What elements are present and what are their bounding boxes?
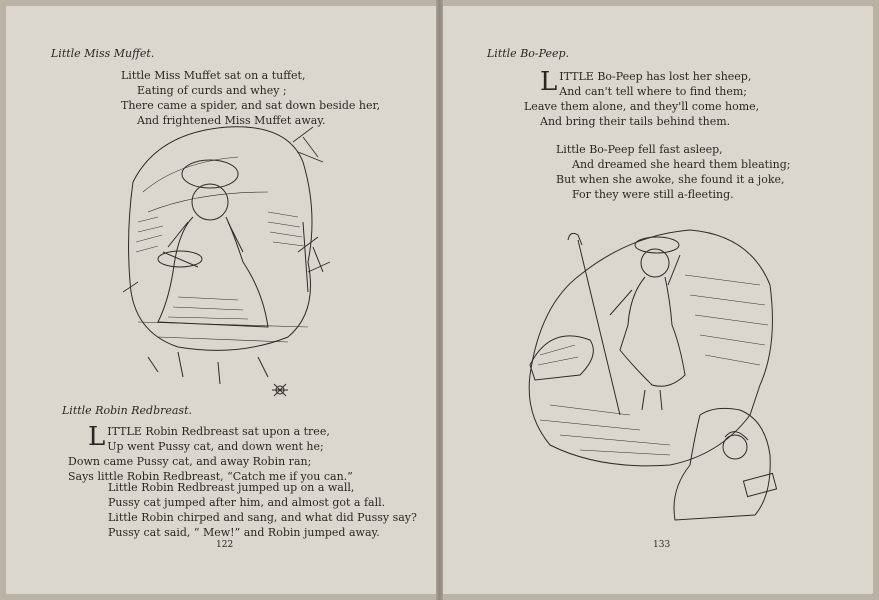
verse-line: But when she awoke, she found it a joke, (556, 173, 785, 186)
verse-line: There came a spider, and sat down beside her, (121, 99, 381, 112)
robin-drop-cap: L (88, 422, 106, 452)
verse-line: For they were still a-fleeting. (572, 188, 734, 201)
page-number: 122 (216, 540, 234, 550)
verse-line: Little Miss Muffet sat on a tuffet, (121, 69, 306, 82)
verse-line: Eating of curds and whey ; (137, 84, 287, 97)
verse-line: Leave them alone, and they'll come home, (524, 100, 760, 113)
page-number: 133 (653, 540, 671, 550)
verse-line: Up went Pussy cat, and down went he; (107, 440, 324, 453)
bo-peep-verse (524, 67, 760, 129)
robin-verse (68, 422, 353, 484)
verse-line: ITTLE Robin Redbreast sat upon a tree, (107, 425, 330, 438)
verse-line: And frightened Miss Muffet away. (137, 114, 326, 127)
robin-title: Little Robin Redbreast. (62, 404, 192, 417)
book-gutter (436, 0, 443, 600)
miss-muffet-title: Little Miss Muffet. (51, 47, 155, 60)
verse-line: Pussy cat said, “ Mew!” and Robin jumped away. (108, 526, 380, 539)
verse-line: Little Robin Redbreast jumped up on a wall, (108, 481, 355, 494)
verse-line: And bring their tails behind them. (540, 115, 731, 128)
miss-muffet-verse (121, 68, 380, 128)
verse-line: Down came Pussy cat, and away Robin ran; (68, 455, 312, 468)
miss-muffet-illustration (118, 122, 333, 400)
bo-peep-illustration (520, 215, 782, 527)
verse-line: Says little Robin Redbreast, “Catch me if you can.” (68, 470, 353, 483)
verse-line: Little Bo-Peep fell fast asleep, (556, 143, 723, 156)
bo-peep-verse-2 (556, 142, 790, 202)
verse-line: ITTLE Bo-Peep has lost her sheep, (559, 70, 752, 83)
bo-peep-title: Little Bo-Peep. (487, 47, 570, 60)
verse-line: Pussy cat jumped after him, and almost got a fall. (108, 496, 386, 509)
verse-line: Little Robin chirped and sang, and what did Pussy say? (108, 511, 417, 524)
verse-line: And can't tell where to find them; (559, 85, 747, 98)
bo-peep-drop-cap: L (540, 67, 558, 97)
robin-verse-2 (108, 480, 417, 540)
verse-line: And dreamed she heard them bleating; (572, 158, 791, 171)
